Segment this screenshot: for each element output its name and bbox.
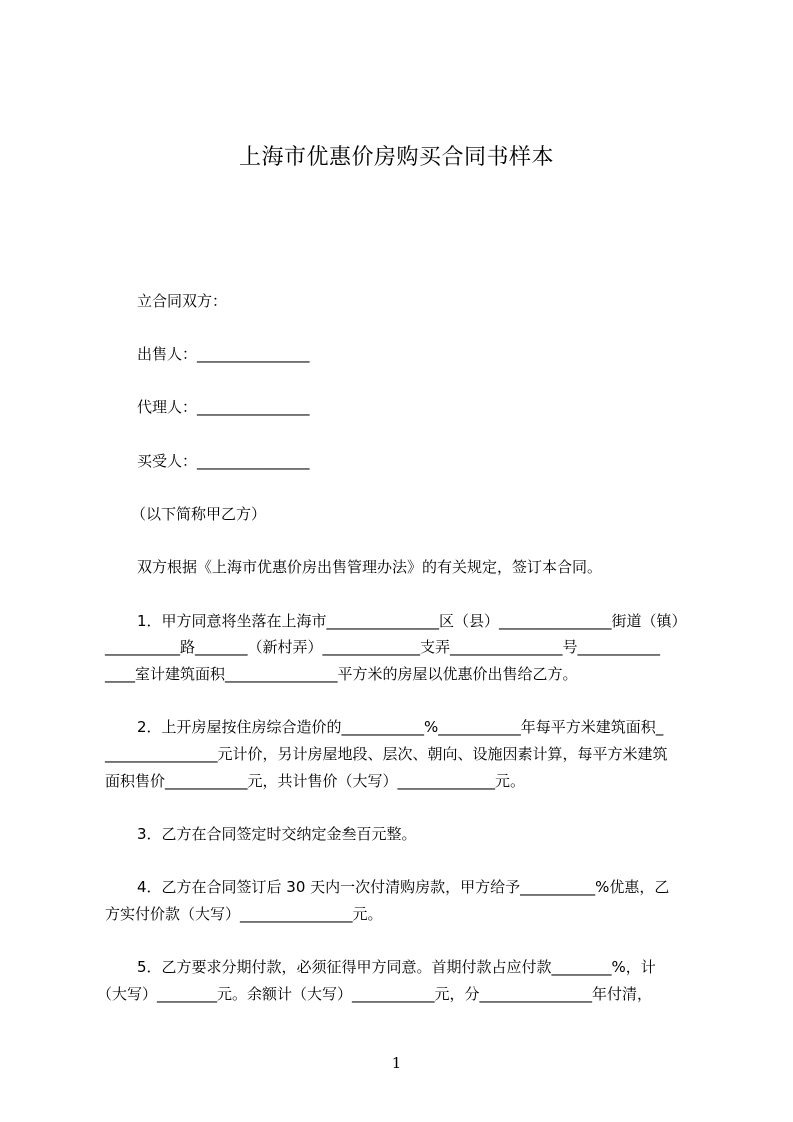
clause-1-line-1: 1．甲方同意将坐落在上海市_______________区（县）_______________街道（镇）	[137, 612, 687, 630]
seller-field: 出售人：_______________	[137, 345, 310, 363]
clause-4-line-2: 方实付价款（大写）_______________元。	[105, 905, 383, 923]
clause-5-line-2: （大写）________元。余额计（大写）___________元，分_______________年付清，	[97, 985, 653, 1003]
page-number: 1	[391, 1054, 402, 1072]
buyer-field: 买受人：_______________	[137, 452, 310, 470]
clause-2-line-1: 2．上开房屋按住房综合造价的___________%___________年每平方米建筑面积_	[137, 718, 664, 736]
agent-field: 代理人：_______________	[137, 398, 310, 416]
document-title: 上海市优惠价房购买合同书样本	[238, 145, 554, 170]
clause-1-line-2: __________路_______（新村弄）_____________支弄_______________号___________	[105, 638, 661, 656]
clause-1-line-3: ____室计建筑面积_______________平方米的房屋以优惠价出售给乙方。	[105, 665, 578, 683]
clause-2-line-3: 面积售价___________元，共计售价（大写）_____________元。	[105, 772, 526, 790]
preamble: 双方根据《上海市优惠价房出售管理办法》的有关规定，签订本合同。	[137, 558, 603, 576]
clause-2-line-2: _______________元计价，另计房屋地段、层次、朝向、设施因素计算，每平方米建筑	[105, 745, 668, 763]
clause-4-line-1: 4．乙方在合同签订后 30 天内一次付清购房款，甲方给予__________%优惠，乙	[137, 878, 670, 896]
party-abbreviation: （以下简称甲乙方）	[131, 505, 267, 523]
parties-intro: 立合同双方：	[137, 292, 228, 310]
clause-5-line-1: 5．乙方要求分期付款，必须征得甲方同意。首期付款占应付款________%，计	[137, 958, 656, 976]
clause-3-line-1: 3．乙方在合同签定时交纳定金叁百元整。	[137, 825, 417, 843]
